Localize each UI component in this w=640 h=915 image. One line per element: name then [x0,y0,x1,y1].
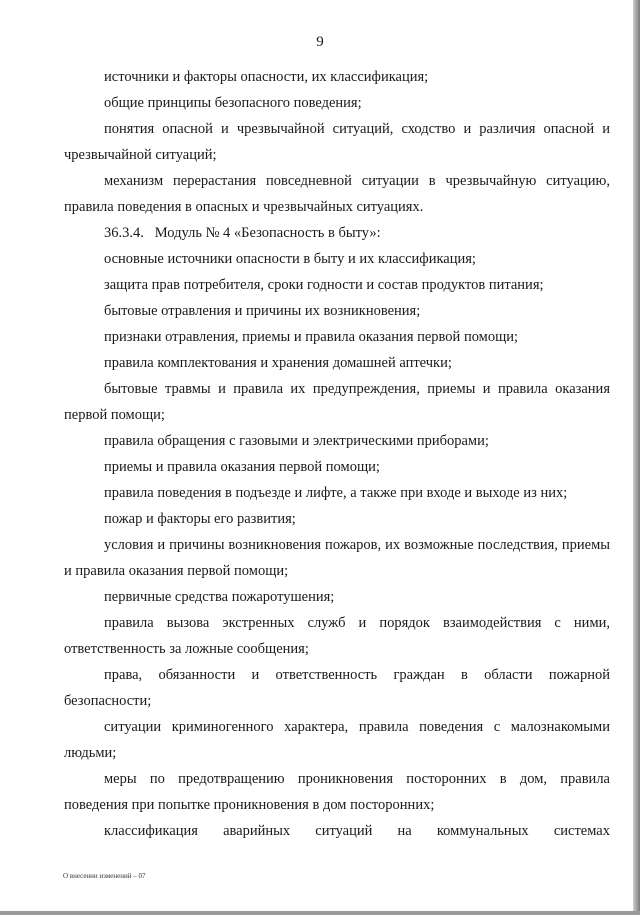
paragraph: бытовые отравления и причины их возникновения; [104,303,421,319]
footer-note: О внесении изменений – 07 [63,872,146,880]
paragraph: пожар и факторы его развития; [104,511,296,527]
paragraph: классификация аварийных ситуаций на коммунальных системах [104,823,610,839]
paragraph: права, обязанности и ответственность граждан в области пожарной безопасности; [64,667,610,709]
paragraph: общие принципы безопасного поведения; [104,95,362,111]
paragraph: источники и факторы опасности, их классификация; [104,69,429,85]
paragraph: первичные средства пожаротушения; [104,589,335,605]
paragraph: приемы и правила оказания первой помощи; [104,459,380,475]
paragraph: основные источники опасности в быту и их классификация; [104,251,476,267]
paragraph: правила комплектования и хранения домашней аптечки; [104,355,452,371]
paragraph: механизм перерастания повседневной ситуации в чрезвычайную ситуацию, правила поведения в опасных и чрезвычайных ситуациях. [64,173,610,215]
paragraph: правила поведения в подъезде и лифте, а также при входе и выходе из них; [104,485,568,501]
paragraph: бытовые травмы и правила их предупреждения, приемы и правила оказания первой помощи; [64,381,610,423]
paragraph: понятия опасной и чрезвычайной ситуаций, сходство и различия опасной и чрезвычайной ситуаций; [64,121,610,163]
paragraph: признаки отравления, приемы и правила оказания первой помощи; [104,329,519,345]
paragraph: защита прав потребителя, сроки годности и состав продуктов питания; [104,277,544,293]
page-number: 9 [316,34,324,50]
paragraph: меры по предотвращению проникновения посторонних в дом, правила поведения при попытке проникновения в дом посторонних; [64,771,610,813]
section-heading: 36.3.4. Модуль № 4 «Безопасность в быту»: [104,225,381,241]
document-body [64,64,610,844]
paragraph: ситуации криминогенного характера, правила поведения с малознакомыми людьми; [64,719,610,761]
paragraph: правила обращения с газовыми и электрическими приборами; [104,433,489,449]
paragraph: правила вызова экстренных служб и порядок взаимодействия с ними, ответственность за ложные сообщения; [64,615,610,657]
paragraph: условия и причины возникновения пожаров, их возможные последствия, приемы и правила оказания первой помощи; [64,537,610,579]
scan-page-edge [633,0,640,915]
scan-bottom-edge [0,911,640,915]
